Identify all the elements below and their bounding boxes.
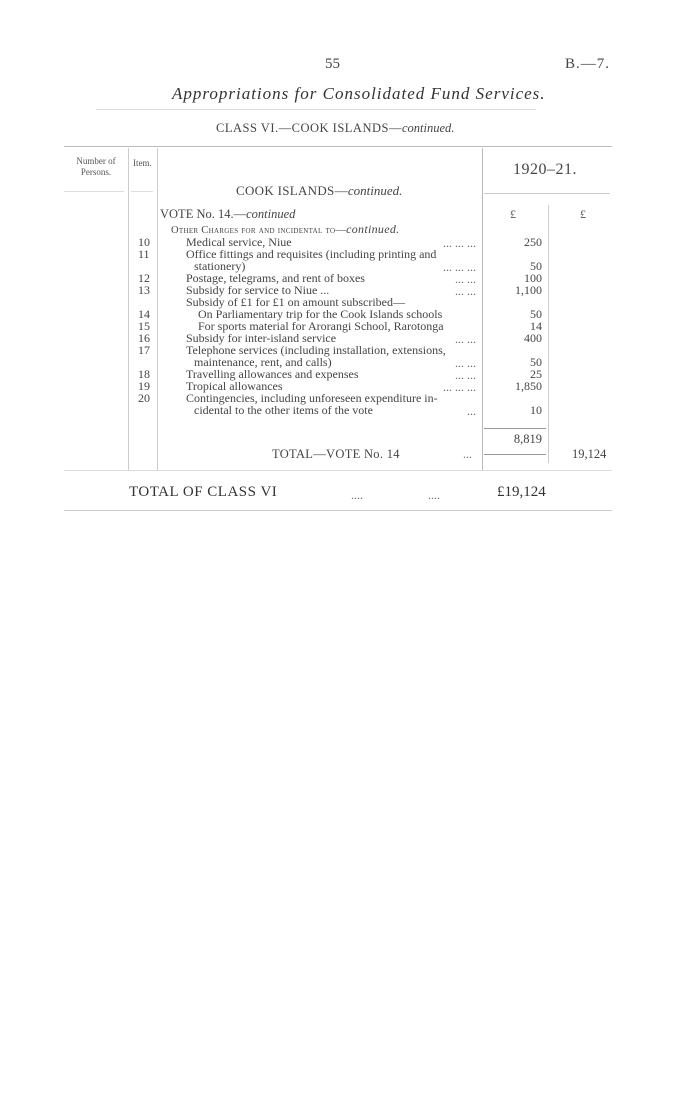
item-number: 14 <box>138 307 150 321</box>
item-leader-dots: ... <box>467 404 476 418</box>
title-rule <box>96 109 536 110</box>
item-number: 20 <box>138 391 150 405</box>
sub-heading-main: Other Charges for and incidental to— <box>171 225 347 236</box>
item-amount: 14 <box>530 319 542 333</box>
sub-heading-continued: continued. <box>346 222 400 236</box>
item-amount: 1,100 <box>515 283 542 297</box>
item-description: stationery) <box>194 259 246 273</box>
class-heading <box>216 121 454 136</box>
item-amount: 1,850 <box>515 379 542 393</box>
total-vote-dots: ... <box>463 447 472 461</box>
currency-symbol-col2: £ <box>580 207 586 221</box>
persons-header-rule <box>64 191 124 192</box>
item-description: Tropical allowances <box>186 379 283 393</box>
total-vote-label: TOTAL—VOTE No. 14 <box>272 447 400 461</box>
class-total-rule <box>64 510 612 511</box>
section-heading-main: COOK ISLANDS— <box>236 183 348 198</box>
item-description: Postage, telegrams, and rent of boxes <box>186 271 365 285</box>
column-header-persons: Number of Persons. <box>76 156 116 177</box>
item-amount: 50 <box>530 355 542 369</box>
item-leader-dots: ... ... <box>455 332 476 346</box>
total-class-dots-1: .... <box>351 488 363 502</box>
item-leader-dots: ... ... <box>455 356 476 370</box>
item-description: Subsidy for inter-island service <box>186 331 337 345</box>
item-description: On Parliamentary trip for the Cook Islands schools <box>198 307 443 321</box>
item-leader-dots: ... ... ... <box>443 236 476 250</box>
total-vote-amount: 19,124 <box>572 447 607 461</box>
item-number: 12 <box>138 271 150 285</box>
item-leader-dots: ... ... ... <box>443 260 476 274</box>
item-leader-dots: ... ... <box>455 284 476 298</box>
item-amount: 10 <box>530 403 542 417</box>
item-amount: 400 <box>524 331 542 345</box>
item-leader-dots: ... ... <box>455 368 476 382</box>
vote-heading-continued: continued <box>246 207 296 221</box>
item-column-divider <box>157 148 158 470</box>
item-amount: 25 <box>530 367 542 381</box>
subtotal-amount: 8,819 <box>513 432 542 446</box>
item-description: Medical service, Niue <box>186 235 292 249</box>
item-number: 15 <box>138 319 150 333</box>
section-heading-continued: continued. <box>347 183 403 198</box>
item-description: Telephone services (including installation, extensions, <box>186 343 446 357</box>
subtotal-rule <box>484 428 546 429</box>
amount-subcolumn-divider <box>548 205 549 463</box>
amount-column-divider <box>482 148 483 470</box>
item-description: For sports material for Arorangi School, Rarotonga <box>198 319 444 333</box>
year-header-rule <box>484 193 610 194</box>
item-amount: 100 <box>524 271 542 285</box>
table-top-rule <box>64 146 612 147</box>
item-number: 17 <box>138 343 150 357</box>
column-header-year: 1920–21. <box>513 161 577 178</box>
class-heading-continued: continued. <box>401 121 455 135</box>
item-description: Contingencies, including unforeseen expenditure in- <box>186 391 438 405</box>
item-number: 19 <box>138 379 150 393</box>
total-class-label: TOTAL OF CLASS VI <box>129 484 278 500</box>
item-number: 18 <box>138 367 150 381</box>
subtotal-bottom-rule <box>484 454 546 455</box>
item-header-rule <box>131 191 153 192</box>
section-heading <box>236 183 402 199</box>
item-number: 11 <box>138 247 150 261</box>
vote-heading-main: VOTE No. 14.— <box>160 207 247 221</box>
document-reference: B.—7. <box>565 56 611 72</box>
item-description: maintenance, rent, and calls) <box>194 355 332 369</box>
item-amount: 50 <box>530 259 542 273</box>
item-description: cidental to the other items of the vote <box>194 403 373 417</box>
total-class-amount: £19,124 <box>497 484 546 500</box>
item-amount: 250 <box>524 235 542 249</box>
total-class-dots-2: .... <box>428 488 440 502</box>
item-number: 13 <box>138 283 150 297</box>
item-leader-dots: ... ... <box>455 272 476 286</box>
page-number: 55 <box>325 56 340 72</box>
item-description: Subsidy of £1 for £1 on amount subscribed— <box>186 295 405 309</box>
currency-symbol-col1: £ <box>510 207 516 221</box>
vote-heading <box>160 207 295 222</box>
class-heading-main: CLASS VI.—COOK ISLANDS— <box>216 121 402 135</box>
item-leader-dots: ... ... ... <box>443 380 476 394</box>
column-header-item: Item. <box>133 158 152 168</box>
item-description: Travelling allowances and expenses <box>186 367 359 381</box>
item-description: Office fittings and requisites (including printing and <box>186 247 437 261</box>
item-description: Subsidy for service to Niue ... <box>186 283 330 297</box>
item-number: 16 <box>138 331 150 345</box>
item-amount: 50 <box>530 307 542 321</box>
persons-column-divider <box>128 148 129 470</box>
page-title: Appropriations for Consolidated Fund Services. <box>172 84 546 103</box>
table-bottom-rule <box>64 470 612 471</box>
item-number: 10 <box>138 235 150 249</box>
